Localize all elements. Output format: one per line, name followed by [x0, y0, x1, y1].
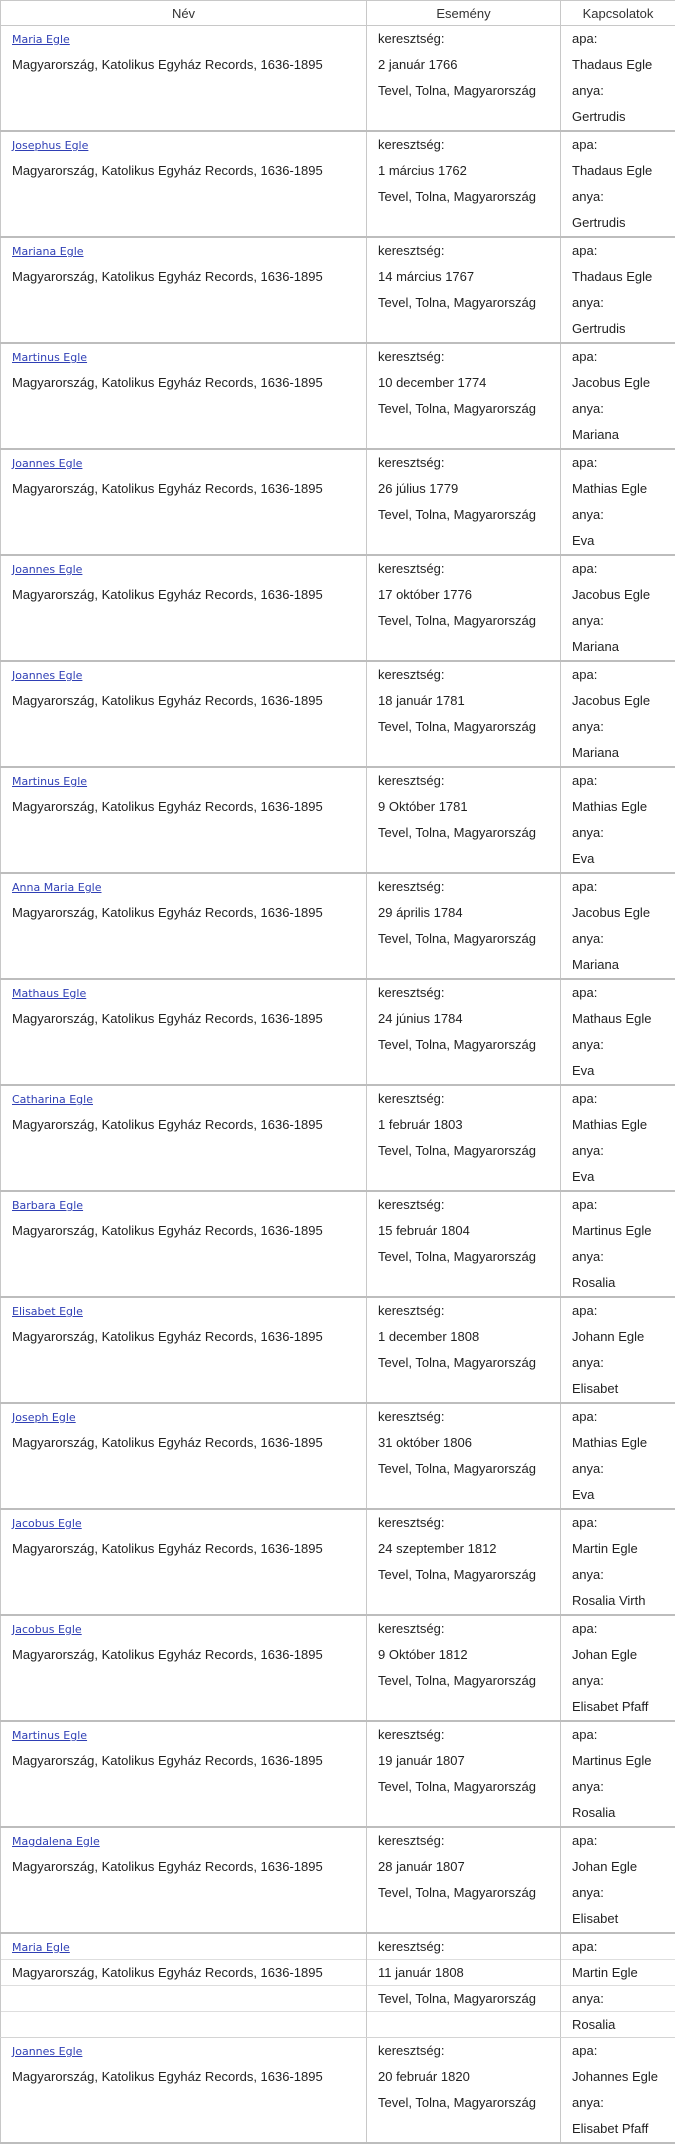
- mother-name: Elisabet Pfaff: [561, 1694, 675, 1720]
- person-name-link[interactable]: Catharina Egle: [12, 1093, 93, 1106]
- event-place: Tevel, Tolna, Magyarország: [367, 1244, 560, 1270]
- mother-label: anya:: [561, 78, 675, 104]
- collection-text: Magyarország, Katolikus Egyház Records, 1636-1895: [1, 476, 366, 502]
- event-cell: [367, 873, 561, 979]
- collection-text: Magyarország, Katolikus Egyház Records, 1636-1895: [1, 794, 366, 820]
- relations-cell: [561, 1509, 675, 1615]
- mother-name: Eva: [561, 846, 675, 872]
- event-type: keresztség:: [367, 344, 560, 370]
- event-type: keresztség:: [367, 1934, 560, 1960]
- event-date: 31 október 1806: [367, 1430, 560, 1456]
- father-name: Mathaus Egle: [561, 1006, 675, 1032]
- mother-name: Rosalia: [561, 2012, 675, 2037]
- record-row: [1, 1615, 675, 1721]
- collection-text: Magyarország, Katolikus Egyház Records, 1636-1895: [1, 1536, 366, 1562]
- event-type: keresztség:: [367, 450, 560, 476]
- event-place: Tevel, Tolna, Magyarország: [367, 1562, 560, 1588]
- event-type: keresztség:: [367, 662, 560, 688]
- event-place: Tevel, Tolna, Magyarország: [367, 1456, 560, 1482]
- event-cell: [367, 661, 561, 767]
- father-name: Mathias Egle: [561, 1112, 675, 1138]
- mother-name: Mariana: [561, 634, 675, 660]
- collection-text: Magyarország, Katolikus Egyház Records, 1636-1895: [1, 264, 366, 290]
- relations-cell: [561, 26, 675, 132]
- event-date: 24 szeptember 1812: [367, 1536, 560, 1562]
- record-row: [1, 1297, 675, 1403]
- father-name: Thadaus Egle: [561, 158, 675, 184]
- name-cell: [1, 1191, 367, 1297]
- father-name: Martinus Egle: [561, 1218, 675, 1244]
- event-type: keresztség:: [367, 874, 560, 900]
- event-type: keresztség:: [367, 26, 560, 52]
- event-place: Tevel, Tolna, Magyarország: [367, 396, 560, 422]
- collection-text: Magyarország, Katolikus Egyház Records, 1636-1895: [1, 1324, 366, 1350]
- relations-cell: [561, 767, 675, 873]
- event-date: 1 február 1803: [367, 1112, 560, 1138]
- name-cell: [1, 131, 367, 237]
- mother-name: Mariana: [561, 422, 675, 448]
- record-row: [1, 237, 675, 343]
- name-cell: [1, 343, 367, 449]
- event-date: 1 március 1762: [367, 158, 560, 184]
- event-cell: [367, 26, 561, 132]
- father-name: Mathias Egle: [561, 794, 675, 820]
- record-row: [1, 767, 675, 873]
- father-label: apa:: [561, 1616, 675, 1642]
- relations-cell: [561, 873, 675, 979]
- relations-cell: [561, 1191, 675, 1297]
- record-row: [1, 1191, 675, 1297]
- name-cell: [1, 873, 367, 979]
- name-cell: [1, 767, 367, 873]
- person-name-link[interactable]: Martinus Egle: [12, 1729, 87, 1742]
- person-name-link[interactable]: Maria Egle: [12, 1941, 70, 1954]
- record-row: [1, 1403, 675, 1509]
- collection-text: Magyarország, Katolikus Egyház Records, 1636-1895: [1, 1642, 366, 1668]
- name-cell: [1, 1297, 367, 1403]
- mother-label: anya:: [561, 2090, 675, 2116]
- record-row: [1, 343, 675, 449]
- person-name-link[interactable]: Joannes Egle: [12, 457, 82, 470]
- mother-name: Gertrudis: [561, 210, 675, 236]
- event-type: keresztség:: [367, 980, 560, 1006]
- father-name: Martin Egle: [561, 1536, 675, 1562]
- event-cell: [367, 2038, 561, 2144]
- name-cell: [1, 555, 367, 661]
- person-name-link[interactable]: Joannes Egle: [12, 669, 82, 682]
- event-date: 9 Október 1781: [367, 794, 560, 820]
- event-place: Tevel, Tolna, Magyarország: [367, 1880, 560, 1906]
- mother-name: Elisabet: [561, 1906, 675, 1932]
- name-cell: [1, 1827, 367, 1933]
- mother-name: Rosalia Virth: [561, 1588, 675, 1614]
- father-name: Thadaus Egle: [561, 52, 675, 78]
- father-name: Jacobus Egle: [561, 370, 675, 396]
- collection-text: Magyarország, Katolikus Egyház Records, 1636-1895: [1, 582, 366, 608]
- record-row: [1, 1933, 675, 2038]
- name-cell: [1, 26, 367, 132]
- father-label: apa:: [561, 2038, 675, 2064]
- mother-label: anya:: [561, 1032, 675, 1058]
- father-name: Jacobus Egle: [561, 582, 675, 608]
- header-row: [1, 1, 675, 26]
- mother-label: anya:: [561, 820, 675, 846]
- father-label: apa:: [561, 1828, 675, 1854]
- collection-text: Magyarország, Katolikus Egyház Records, 1636-1895: [1, 1112, 366, 1138]
- event-type: keresztség:: [367, 1722, 560, 1748]
- event-date: 24 június 1784: [367, 1006, 560, 1032]
- mother-label: anya:: [561, 1138, 675, 1164]
- event-cell: [367, 343, 561, 449]
- record-row: [1, 1827, 675, 1933]
- collection-text: Magyarország, Katolikus Egyház Records, 1636-1895: [1, 1218, 366, 1244]
- event-cell: [367, 1191, 561, 1297]
- event-date: 15 február 1804: [367, 1218, 560, 1244]
- event-type: keresztség:: [367, 556, 560, 582]
- column-header-relations[interactable]: Kapcsolatok: [561, 1, 675, 26]
- person-name-link[interactable]: Martinus Egle: [12, 775, 87, 788]
- event-type: keresztség:: [367, 1616, 560, 1642]
- name-cell: [1, 661, 367, 767]
- father-label: apa:: [561, 1086, 675, 1112]
- event-type: keresztség:: [367, 132, 560, 158]
- relations-cell: [561, 1615, 675, 1721]
- event-cell: [367, 1403, 561, 1509]
- father-label: apa:: [561, 662, 675, 688]
- mother-name: Eva: [561, 528, 675, 554]
- mother-name: Elisabet: [561, 1376, 675, 1402]
- relations-cell: [561, 2038, 675, 2144]
- event-type: keresztség:: [367, 1086, 560, 1112]
- person-name-link[interactable]: Jacobus Egle: [12, 1517, 82, 1530]
- father-name: Johan Egle: [561, 1642, 675, 1668]
- collection-text: Magyarország, Katolikus Egyház Records, 1636-1895: [1, 370, 366, 396]
- event-type: keresztség:: [367, 1298, 560, 1324]
- empty-subrow: [367, 2012, 560, 2037]
- mother-label: anya:: [561, 714, 675, 740]
- person-name-link[interactable]: Magdalena Egle: [12, 1835, 100, 1848]
- event-cell: [367, 1721, 561, 1827]
- father-label: apa:: [561, 556, 675, 582]
- name-cell: [1, 1085, 367, 1191]
- event-date: 1 december 1808: [367, 1324, 560, 1350]
- event-place: Tevel, Tolna, Magyarország: [367, 502, 560, 528]
- mother-name: Mariana: [561, 952, 675, 978]
- event-place: Tevel, Tolna, Magyarország: [367, 2090, 560, 2116]
- event-place: Tevel, Tolna, Magyarország: [367, 1350, 560, 1376]
- event-date: 20 február 1820: [367, 2064, 560, 2090]
- mother-label: anya:: [561, 1350, 675, 1376]
- mother-label: anya:: [561, 1244, 675, 1270]
- person-name-link[interactable]: Mariana Egle: [12, 245, 84, 258]
- record-row: [1, 1721, 675, 1827]
- event-cell: [367, 767, 561, 873]
- person-name-link[interactable]: Elisabet Egle: [12, 1305, 83, 1318]
- mother-label: anya:: [561, 1774, 675, 1800]
- event-type: keresztség:: [367, 1828, 560, 1854]
- event-type: keresztség:: [367, 1404, 560, 1430]
- event-date: 26 július 1779: [367, 476, 560, 502]
- father-name: Jacobus Egle: [561, 900, 675, 926]
- father-label: apa:: [561, 1192, 675, 1218]
- mother-label: anya:: [561, 396, 675, 422]
- father-name: Mathias Egle: [561, 1430, 675, 1456]
- record-row: [1, 26, 675, 132]
- event-place: Tevel, Tolna, Magyarország: [367, 1032, 560, 1058]
- father-name: Jacobus Egle: [561, 688, 675, 714]
- mother-label: anya:: [561, 290, 675, 316]
- record-row: [1, 555, 675, 661]
- mother-label: anya:: [561, 1986, 675, 2012]
- event-type: keresztség:: [367, 1192, 560, 1218]
- collection-text: Magyarország, Katolikus Egyház Records, 1636-1895: [1, 1430, 366, 1456]
- event-place: Tevel, Tolna, Magyarország: [367, 820, 560, 846]
- empty-subrow: [1, 2012, 366, 2037]
- father-name: Johan Egle: [561, 1854, 675, 1880]
- event-cell: [367, 1085, 561, 1191]
- father-label: apa:: [561, 1298, 675, 1324]
- record-row: [1, 1509, 675, 1615]
- event-type: keresztség:: [367, 2038, 560, 2064]
- event-date: 18 január 1781: [367, 688, 560, 714]
- event-place: Tevel, Tolna, Magyarország: [367, 608, 560, 634]
- father-label: apa:: [561, 768, 675, 794]
- father-name: Mathias Egle: [561, 476, 675, 502]
- event-date: 9 Október 1812: [367, 1642, 560, 1668]
- person-name-link[interactable]: Joseph Egle: [12, 1411, 76, 1424]
- event-type: keresztség:: [367, 238, 560, 264]
- record-row: [1, 979, 675, 1085]
- relations-cell: [561, 979, 675, 1085]
- event-cell: [367, 1827, 561, 1933]
- mother-name: Eva: [561, 1164, 675, 1190]
- name-cell: [1, 1403, 367, 1509]
- relations-cell: [561, 1297, 675, 1403]
- event-type: keresztség:: [367, 1510, 560, 1536]
- collection-text: Magyarország, Katolikus Egyház Records, 1636-1895: [1, 1748, 366, 1774]
- event-cell: [367, 555, 561, 661]
- record-row: [1, 2038, 675, 2144]
- event-date: 17 október 1776: [367, 582, 560, 608]
- collection-text: Magyarország, Katolikus Egyház Records, 1636-1895: [1, 1854, 366, 1880]
- relations-cell: [561, 1721, 675, 1827]
- name-cell: [1, 1509, 367, 1615]
- event-cell: [367, 1933, 561, 2038]
- mother-label: anya:: [561, 1456, 675, 1482]
- column-header-event[interactable]: Esemény: [367, 1, 561, 26]
- father-label: apa:: [561, 26, 675, 52]
- relations-cell: [561, 1827, 675, 1933]
- event-place: Tevel, Tolna, Magyarország: [367, 1986, 560, 2012]
- event-place: Tevel, Tolna, Magyarország: [367, 714, 560, 740]
- event-cell: [367, 979, 561, 1085]
- father-name: Martinus Egle: [561, 1748, 675, 1774]
- person-name-link[interactable]: Barbara Egle: [12, 1199, 83, 1212]
- father-name: Johannes Egle: [561, 2064, 675, 2090]
- father-label: apa:: [561, 238, 675, 264]
- event-date: 29 április 1784: [367, 900, 560, 926]
- mother-label: anya:: [561, 502, 675, 528]
- father-label: apa:: [561, 1934, 675, 1960]
- event-cell: [367, 1297, 561, 1403]
- event-place: Tevel, Tolna, Magyarország: [367, 290, 560, 316]
- event-date: 19 január 1807: [367, 1748, 560, 1774]
- event-place: Tevel, Tolna, Magyarország: [367, 1668, 560, 1694]
- mother-name: Rosalia: [561, 1800, 675, 1826]
- mother-name: Rosalia: [561, 1270, 675, 1296]
- event-date: 14 március 1767: [367, 264, 560, 290]
- event-place: Tevel, Tolna, Magyarország: [367, 926, 560, 952]
- record-row: [1, 661, 675, 767]
- person-name-link[interactable]: Jacobus Egle: [12, 1623, 82, 1636]
- person-name-link[interactable]: Joannes Egle: [12, 2045, 82, 2058]
- event-cell: [367, 1615, 561, 1721]
- empty-subrow: [1, 1986, 366, 2012]
- name-cell: [1, 1721, 367, 1827]
- event-cell: [367, 1509, 561, 1615]
- event-date: 11 január 1808: [367, 1960, 560, 1986]
- record-row: [1, 131, 675, 237]
- name-cell: [1, 1933, 367, 2038]
- father-label: apa:: [561, 980, 675, 1006]
- event-place: Tevel, Tolna, Magyarország: [367, 78, 560, 104]
- mother-label: anya:: [561, 926, 675, 952]
- name-cell: [1, 237, 367, 343]
- father-label: apa:: [561, 1722, 675, 1748]
- person-name-link[interactable]: Maria Egle: [12, 33, 70, 46]
- mother-name: Elisabet Pfaff: [561, 2116, 675, 2142]
- collection-text: Magyarország, Katolikus Egyház Records, 1636-1895: [1, 158, 366, 184]
- mother-name: Eva: [561, 1058, 675, 1084]
- event-date: 10 december 1774: [367, 370, 560, 396]
- event-cell: [367, 131, 561, 237]
- mother-label: anya:: [561, 608, 675, 634]
- collection-text: Magyarország, Katolikus Egyház Records, 1636-1895: [1, 1960, 366, 1986]
- mother-name: Eva: [561, 1482, 675, 1508]
- mother-label: anya:: [561, 1668, 675, 1694]
- father-label: apa:: [561, 1510, 675, 1536]
- relations-cell: [561, 1933, 675, 2038]
- relations-cell: [561, 449, 675, 555]
- column-header-name[interactable]: Név: [1, 1, 367, 26]
- collection-text: Magyarország, Katolikus Egyház Records, 1636-1895: [1, 2064, 366, 2090]
- name-cell: [1, 2038, 367, 2144]
- relations-cell: [561, 237, 675, 343]
- father-name: Johann Egle: [561, 1324, 675, 1350]
- event-cell: [367, 449, 561, 555]
- person-name-link[interactable]: Anna Maria Egle: [12, 881, 102, 894]
- mother-label: anya:: [561, 1880, 675, 1906]
- father-label: apa:: [561, 450, 675, 476]
- event-date: 2 január 1766: [367, 52, 560, 78]
- father-name: Martin Egle: [561, 1960, 675, 1986]
- relations-cell: [561, 661, 675, 767]
- relations-cell: [561, 343, 675, 449]
- father-name: Thadaus Egle: [561, 264, 675, 290]
- relations-cell: [561, 1403, 675, 1509]
- mother-name: Gertrudis: [561, 104, 675, 130]
- collection-text: Magyarország, Katolikus Egyház Records, 1636-1895: [1, 688, 366, 714]
- name-cell: [1, 449, 367, 555]
- event-type: keresztség:: [367, 768, 560, 794]
- father-label: apa:: [561, 344, 675, 370]
- mother-name: Gertrudis: [561, 316, 675, 342]
- collection-text: Magyarország, Katolikus Egyház Records, 1636-1895: [1, 1006, 366, 1032]
- collection-text: Magyarország, Katolikus Egyház Records, 1636-1895: [1, 900, 366, 926]
- event-place: Tevel, Tolna, Magyarország: [367, 1774, 560, 1800]
- father-label: apa:: [561, 874, 675, 900]
- collection-text: Magyarország, Katolikus Egyház Records, 1636-1895: [1, 52, 366, 78]
- event-date: 28 január 1807: [367, 1854, 560, 1880]
- mother-label: anya:: [561, 184, 675, 210]
- mother-name: Mariana: [561, 740, 675, 766]
- name-cell: [1, 1615, 367, 1721]
- father-label: apa:: [561, 132, 675, 158]
- relations-cell: [561, 131, 675, 237]
- person-name-link[interactable]: Joannes Egle: [12, 563, 82, 576]
- event-cell: [367, 237, 561, 343]
- person-name-link[interactable]: Josephus Egle: [12, 139, 88, 152]
- event-place: Tevel, Tolna, Magyarország: [367, 184, 560, 210]
- person-name-link[interactable]: Martinus Egle: [12, 351, 87, 364]
- relations-cell: [561, 555, 675, 661]
- name-cell: [1, 979, 367, 1085]
- father-label: apa:: [561, 1404, 675, 1430]
- record-row: [1, 1085, 675, 1191]
- relations-cell: [561, 1085, 675, 1191]
- mother-label: anya:: [561, 1562, 675, 1588]
- record-row: [1, 449, 675, 555]
- event-place: Tevel, Tolna, Magyarország: [367, 1138, 560, 1164]
- person-name-link[interactable]: Mathaus Egle: [12, 987, 86, 1000]
- record-row: [1, 873, 675, 979]
